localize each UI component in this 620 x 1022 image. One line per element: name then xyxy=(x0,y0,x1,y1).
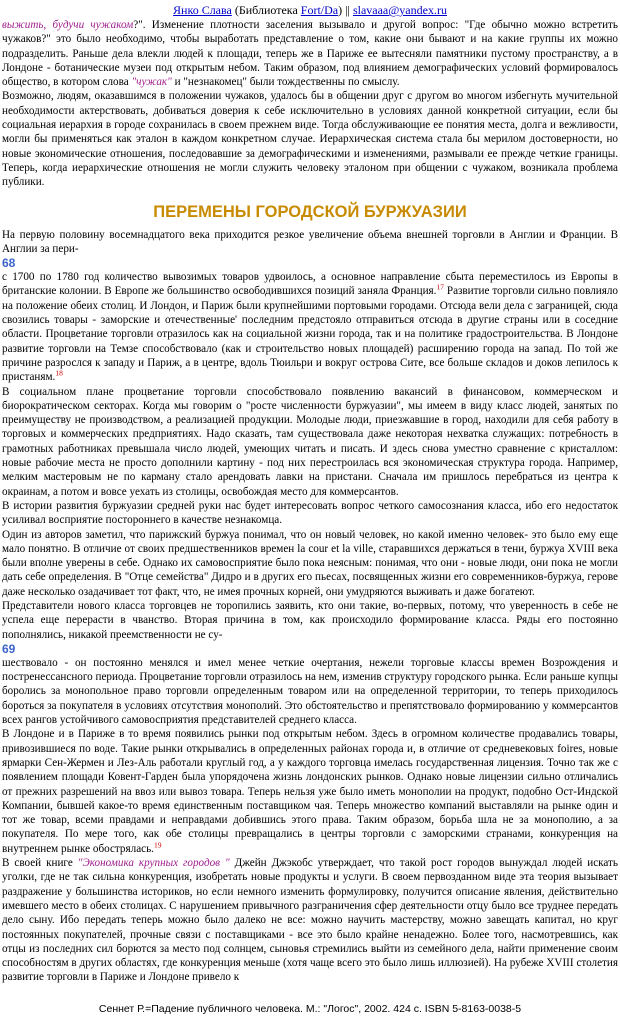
page-footer: Сеннет Р.=Падение публичного человека. М.: "Логос", 2002. 424 с. ISBN 5-8163-0038-5 xyxy=(98,1003,522,1015)
footnote-ref[interactable]: 18 xyxy=(55,368,63,378)
paragraph-text: с 1700 по 1780 год количество вывозимых товаров удвоилось, а основное направление сбыта переместилось из Европы в британские колонии. В Европе же большинство освободившихся позиций заняла Франция. xyxy=(2,271,618,298)
paragraph-text: Джейн Джэкобс утверждает, что такой рост городов вынуждал людей искать уголки, где не так сильна конкуренция, изобретать новые продукты и услуги. В своем первозданном виде эта теория вызывает раздражение у большинства историков, но если немного изменить формулировку, получится описание явления, действительно имевшего место в обеих столицах. С нарушением привычного разграничения сфер деятельности отцу было все труднее передать дело сыну. Ибо передать теперь можно было далеко не все: можно научить мастерству, можно завещать капитал, но круг постоянных покупателей, прочные связи с поставщиками - все это было крайне ненадежно. Более того, насмотревшись, как отцы из последних сил борются за место под солнцем, сыновья стремились выйти из семейного дела, найти применение своим способностям в других областях, где конкуренция меньше (хотя чаще всего это было лишь иллюзией). На рубеже XVIII столетия развитие торговли в Париже и Лондоне привело к xyxy=(2,857,618,984)
email-link[interactable]: slavaaa@yandex.ru xyxy=(352,3,447,17)
library-open-text: (Библиотека xyxy=(231,3,301,17)
paragraph-text: На первую половину восемнадцатого века приходится резкое увеличение объема внешней торговли в Англии и Франции. В Англии за пери- xyxy=(2,228,618,255)
paragraph-text: В истории развития буржуазии средней руки нас будет интересовать вопрос четкого самосознания класса, ибо его недостаток усиливал восприятие постороннего в качестве незнакомца. xyxy=(2,499,618,527)
paragraph-text: Один из авторов заметил, что парижский буржуа понимал, что он новый человек, но какой именно человек- это было ему еще мало понятно. В отличие от своих предшественников времен la cour et la ville, старавшихся держаться в тени, буржуа XVIII века были вполне уверены в себе. Однако их самовосприятие было пока неясным: понимая, что они - новые люди, они пока не могли дать себе определения. В "Отце семейства" Дидро и в других его пьесах, посвященных жизни его современников-буржуа, герове даже несколько озадачивает тот факт, что, не имея прочных корней, они умудряются выживать и даже богатеют. xyxy=(2,528,618,598)
footnote-ref[interactable]: 17 xyxy=(436,282,444,292)
paragraph xyxy=(2,385,618,499)
quoted-text: "чужак" xyxy=(131,76,172,89)
quoted-text: выжить, будучи чужаком xyxy=(2,19,134,31)
library-link[interactable]: Fort/Da xyxy=(300,3,339,17)
paragraph xyxy=(2,89,618,189)
paragraph-text: Представители нового класса торговцев не торопились заявить, кто они такие, во-первых, потому, что уверенность в себе не успела еще перерасти в чванство. Вторая причина в том, как происходило формирование класса. Ряды его постоянно пополнялись, никакой преемственности не су- xyxy=(2,599,618,641)
library-close-text: ) || xyxy=(338,3,353,17)
paragraph xyxy=(2,528,618,599)
paragraph xyxy=(2,18,618,89)
author-link[interactable]: Янко Слава xyxy=(173,3,232,17)
section-heading: ПЕРЕМЕНЫ ГОРОДСКОЙ БУРЖУАЗИИ xyxy=(153,202,467,221)
page-number: 68 xyxy=(2,256,16,271)
paragraph-text: ?". Изменение плотности заселения вызывало и другой вопрос: "Где обычно можно встретить чужаков?" это было необходимо, чтобы выработать представление о том, какие они бывают и на какие группы их можно подразделить. Раньше дела влекли людей к площади, теперь же в Париже ее вытесняли памятники пустому пространству, а в Лондоне - ботанические музеи под открытым небом. Таким образом, под влиянием демографических условий формировалось общество, в котором слова xyxy=(2,19,619,89)
paragraph-text: и "незнакомец" были тождественны по смыслу. xyxy=(171,76,400,89)
paragraph-text: В Лондоне и в Париже в то время появились рынки под открытым небом. Здесь в огромном количестве продавались товары, привозившиеся по воде. Такие рынки открывались в определенных районах города и, в отличие от средневековых foires, новые ярмарки Сен-Жермен и Лез-Аль работали круглый год, а у каждого торговца имелась государственная лицензия. Точно так же с появлением площади Ковент-Гарден была упорядочена жизнь лондонских рынков. Однако новые лицензии сильно отличались от прежних разрешений на ввоз или вывоз товара. Теперь нельзя уже было иметь монополии на продукт, подобно Ост-Индской Компании, бывшей какое-то время единственным поставщиком чая. Теперь множество компаний выставляли на рынке один и тот же товар, всеми правдами и неправдами добившись этого права. Таким образом, борьба шла не за монополию, а за покупателя. По мере того, как обе столицы превращались в центры торговли с заморскими странами, конкуренция на внутреннем рынке обострялась. xyxy=(2,728,618,855)
paragraph-text: В своей книге xyxy=(2,857,78,870)
paragraph-text: Развитие торговли сильно повлияло на положение обеих столиц. И Лондон, и Париж были крупнейшими портовыми городами. Отсюда вели дела с заграницей, сюда свозились товары - заморские и отечественные' последним предстояло отправиться отсюда в другие страны или в соседние области. Процветание торговли отразилось как на социальной жизни города, так и на политике градостроительства. В Лондоне развитие торговли на Темзе способствовало (как и строительство новых площадей) расширению города на запад. По той же причине разрослся к западу и Париж, а в центре, вдоль Тюильри и вокруг острова Сите, все больше складов и доков лепилось к пристаням. xyxy=(2,285,618,384)
paragraph xyxy=(2,270,618,384)
paragraph xyxy=(2,727,618,856)
paragraph xyxy=(2,856,618,985)
paragraph xyxy=(2,228,618,257)
quoted-text: "Экономика крупных городов " xyxy=(77,857,230,870)
footnote-ref[interactable]: 19 xyxy=(153,840,162,850)
paragraph-text: В социальном плане процветание торговли способствовало появлению вакансий в финансовом, коммерческом и биорократическом секторах. Когда мы говорим о "росте численности буржуазии", мы имеем в виду класс людей, занятых по преимуществу не производством, а реализацией продукции. Молодые люди, приезжавшие в город, находили для себя работу в торговых и коммерческих предприятиях. Надо сказать, там существовала даже некоторая нехватка служащих: потребность в грамотных работниках превышала число людей, умеющих читать и писать. И здесь снова уместно сравнение с кристаллом: новые рабочие места не просто дополнили картину - под них перестроилась вся экономическая структура города. Например, мелким мастеровым не по карману стало арендовать лавки на пристани. Сначала им пришлось перебраться из центра к окраинам, а потом и вовсе уехать из столицы, освобождая место для коммерсантов. xyxy=(2,385,618,498)
paragraph xyxy=(2,599,618,642)
document-body xyxy=(2,18,618,985)
paragraph-text: шествовало - он постоянно менялся и имел менее четкие очертания, нежели торговые классы времен Возрождения и постренессансного периода. Процветание торговли отразилось на нем, изменив структуру городского рынка. Если раньше купцы боролись за монопольное право торговли определенным товаром или на определенной территории, то теперь приходилось бороться за покупателя в условиях отсутствия монополий. Это обстоятельство и препятствовало формированию у коммерсантов всех рангов устойчивого самовосприятия представителей среднего класса. xyxy=(2,656,618,727)
paragraph xyxy=(2,499,618,528)
paragraph-text: Возможно, людям, оказавшимся в положении чужаков, удалось бы в общении друг с другом во многом избегнуть мучительной необходимости актерствовать, добиваться доверия к себе исключительно в условиях данной конкретной ситуации, если бы социальная иерархия в городе сохранилась в своем прежнем виде. Тогда обслуживающие ее понятия места, долга и вежливости, могли бы применяться как эталон в каждом конкретном случае. Иерархическая система стала бы мерилом достоверности, но новые экономические отношения, последовавшие за демографическими и изменениями, размывали ее прежде четкие границы. Теперь, когда иерархические отношения не могли служить человеку эталоном при общении с чужаком, возникала проблема публики. xyxy=(2,90,618,189)
page-number: 69 xyxy=(2,641,16,656)
paragraph xyxy=(2,656,618,727)
page-header xyxy=(0,0,620,18)
